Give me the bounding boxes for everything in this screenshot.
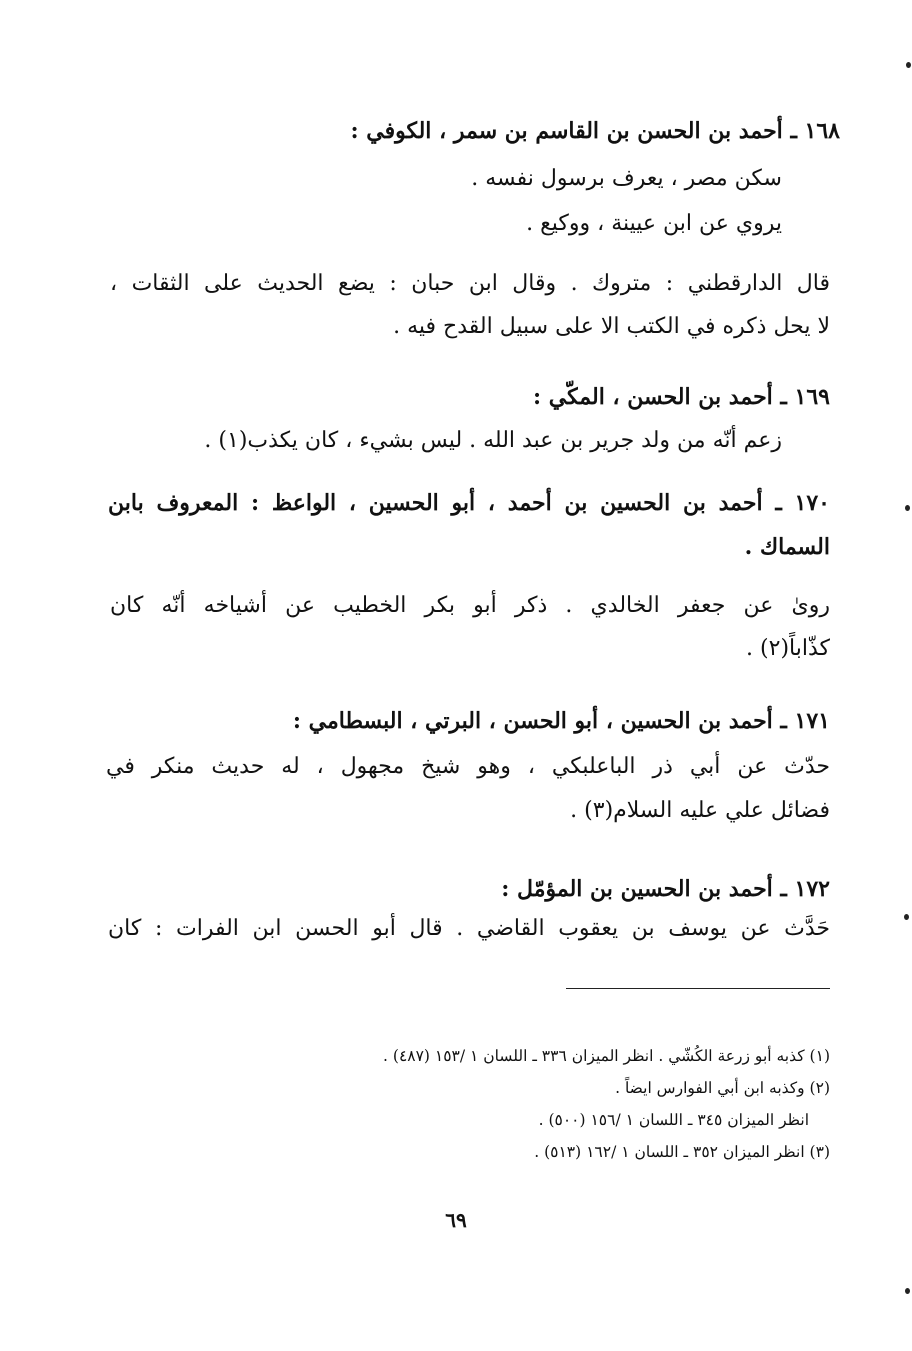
- entry-170-heading-line-2: السماك .: [744, 534, 830, 560]
- entry-168-paragraph-line-2: لا يحل ذكره في الكتب الا على سبيل القدح فيه .: [393, 314, 830, 339]
- scan-speck: [905, 1288, 910, 1294]
- entry-168-heading: ١٦٨ ـ أحمد بن الحسن بن القاسم بن سمر ، الكوفي :: [350, 118, 840, 144]
- entry-168-paragraph-line-1: قال الدارقطني : متروك . وقال ابن حبان : يضع الحديث على الثقات ،: [110, 271, 830, 296]
- footnote-2: (٢) وكذبه ابن أبي الفوارس ايضاً .: [615, 1079, 830, 1097]
- scan-speck: [905, 505, 910, 511]
- entry-170-heading-line-1: ١٧٠ ـ أحمد بن الحسين بن أحمد ، أبو الحسين ، الواعظ : المعروف بابن: [108, 490, 830, 516]
- scan-speck: [904, 914, 909, 920]
- footnote-separator: [566, 988, 830, 989]
- entry-169-heading: ١٦٩ ـ أحمد بن الحسن ، المكّي :: [533, 384, 830, 410]
- entry-168-line-1: سكن مصر ، يعرف برسول نفسه .: [471, 166, 782, 191]
- entry-171-paragraph-line-2: فضائل علي عليه السلام(٣) .: [570, 798, 830, 823]
- entry-171-paragraph-line-1: حدّث عن أبي ذر الباعلبكي ، وهو شيخ مجهول ، له حديث منكر في: [106, 754, 830, 779]
- entry-170-paragraph-line-2: كذّاباً(٢) .: [746, 636, 830, 661]
- entry-172-paragraph-line-1: حَدَّث عن يوسف بن يعقوب القاضي . قال أبو الحسن ابن الفرات : كان: [108, 916, 830, 941]
- scan-speck: [906, 62, 911, 68]
- entry-169-line-1: زعم أنّه من ولد جرير بن عبد الله . ليس بشيء ، كان يكذب(١) .: [204, 428, 782, 453]
- entry-171-heading: ١٧١ ـ أحمد بن الحسين ، أبو الحسن ، البرتي ، البسطامي :: [292, 708, 830, 734]
- entry-168-line-2: يروي عن ابن عيينة ، ووكيع .: [526, 211, 782, 236]
- page-number: ٦٩: [445, 1208, 467, 1232]
- footnote-3: (٣) انظر الميزان ٣٥٢ ـ اللسان ١ /١٦٢ (٥١٣) .: [534, 1143, 830, 1161]
- entry-170-paragraph-line-1: روىٰ عن جعفر الخالدي . ذكر أبو بكر الخطيب عن أشياخه أنّه كان: [110, 593, 830, 618]
- footnote-2-continued: انظر الميزان ٣٤٥ ـ اللسان ١ /١٥٦ (٥٠٠) .: [538, 1111, 809, 1129]
- footnote-1: (١) كذبه أبو زرعة الكُشّي . انظر الميزان ٣٣٦ ـ اللسان ١ /١٥٣ (٤٨٧) .: [383, 1047, 830, 1065]
- entry-172-heading: ١٧٢ ـ أحمد بن الحسين بن المؤمّل :: [501, 876, 830, 902]
